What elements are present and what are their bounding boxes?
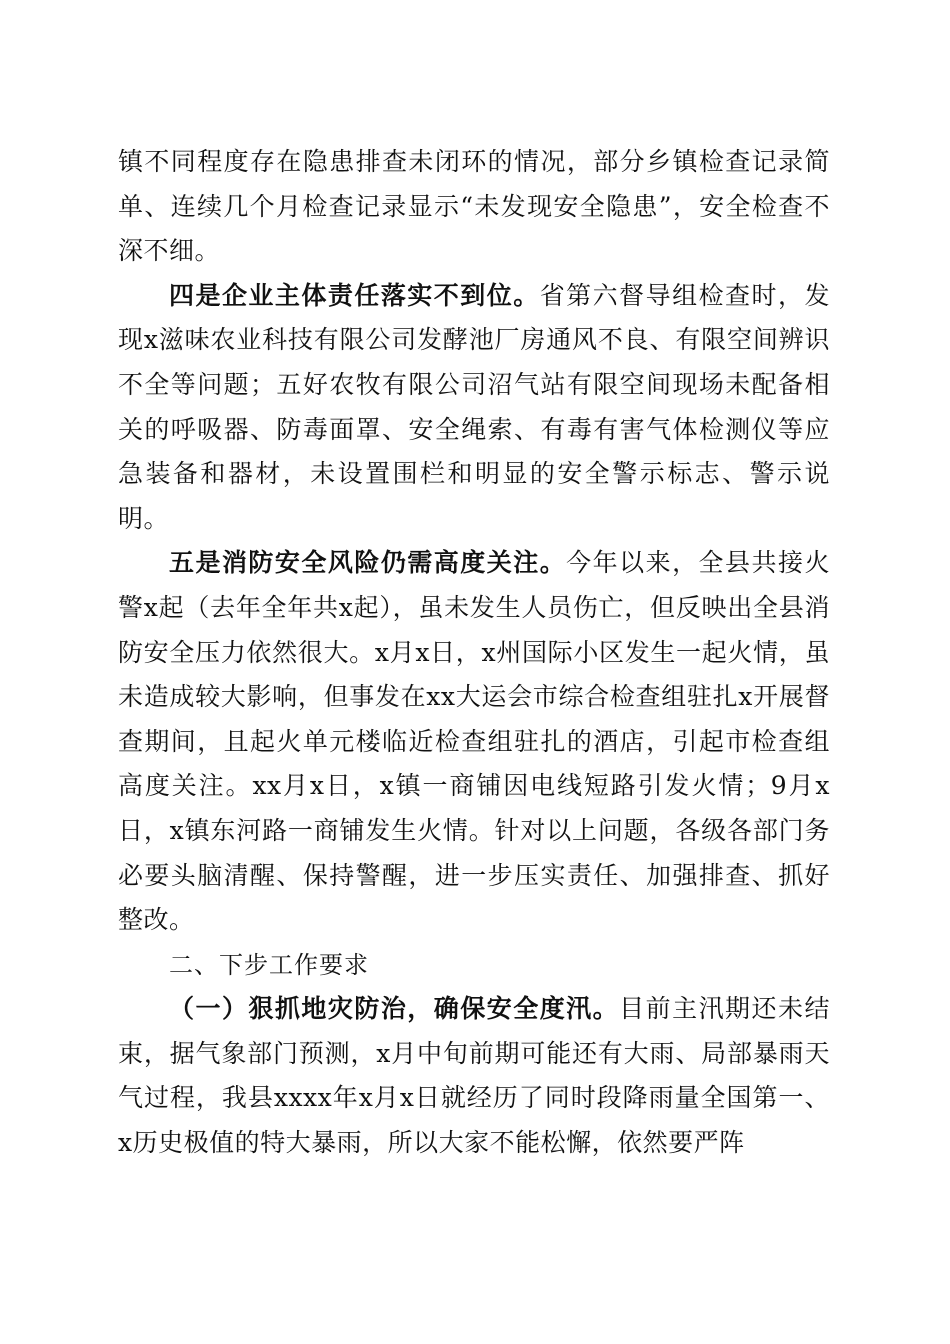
paragraph-continuation: [118, 140, 830, 274]
paragraph-enterprise-responsibility: [118, 274, 830, 542]
section-heading: 二、下步工作要求: [169, 950, 369, 979]
paragraph-text: 目前主汛期还未结束，据气象部门预测，x月中旬前期可能还有大雨、局部暴雨天气过程，我县xxxx年x月x日就经历了同时段降雨量全国第一、x历史极值的特大暴雨，所以大家不能松懈，依然要严阵: [118, 994, 830, 1158]
paragraph-lead: （一）狠抓地灾防治，确保安全度汛。: [169, 994, 620, 1024]
paragraph-fire-safety: [118, 541, 830, 942]
paragraph-disaster-prevention: [118, 987, 830, 1165]
paragraph-text: 省第六督导组检查时，发现x滋味农业科技有限公司发酵池厂房通风不良、有限空间辨识不全等问题；五好农牧有限公司沼气站有限空间现场未配备相关的呼吸器、防毒面罩、安全绳索、有毒有害气体检测仪等应急装备和器材，未设置围栏和明显的安全警示标志、警示说明。: [118, 280, 830, 533]
paragraph-text: 今年以来，全县共接火警x起（去年全年共x起），虽未发生人员伤亡，但反映出全县消防安全压力依然很大。x月x日，x州国际小区发生一起火情，虽未造成较大影响，但事发在xx大运会市综合检查组驻扎x开展督查期间，且起火单元楼临近检查组驻扎的酒店，引起市检查组高度关注。xx月x日，x镇一商铺因电线短路引发火情；9月x日，x镇东河路一商铺发生火情。针对以上问题，各级各部门务必要头脑清醒、保持警醒，进一步压实责任、加强排查、抓好整改。: [118, 548, 830, 935]
paragraph-lead: 四是企业主体责任落实不到位。: [169, 280, 540, 310]
paragraph-text: 镇不同程度存在隐患排查未闭环的情况，部分乡镇检查记录简单、连续几个月检查记录显示“未发现安全隐患”，安全检查不深不细。: [118, 147, 830, 266]
document-body: [118, 140, 830, 1166]
paragraph-lead: 五是消防安全风险仍需高度关注。: [169, 548, 567, 578]
